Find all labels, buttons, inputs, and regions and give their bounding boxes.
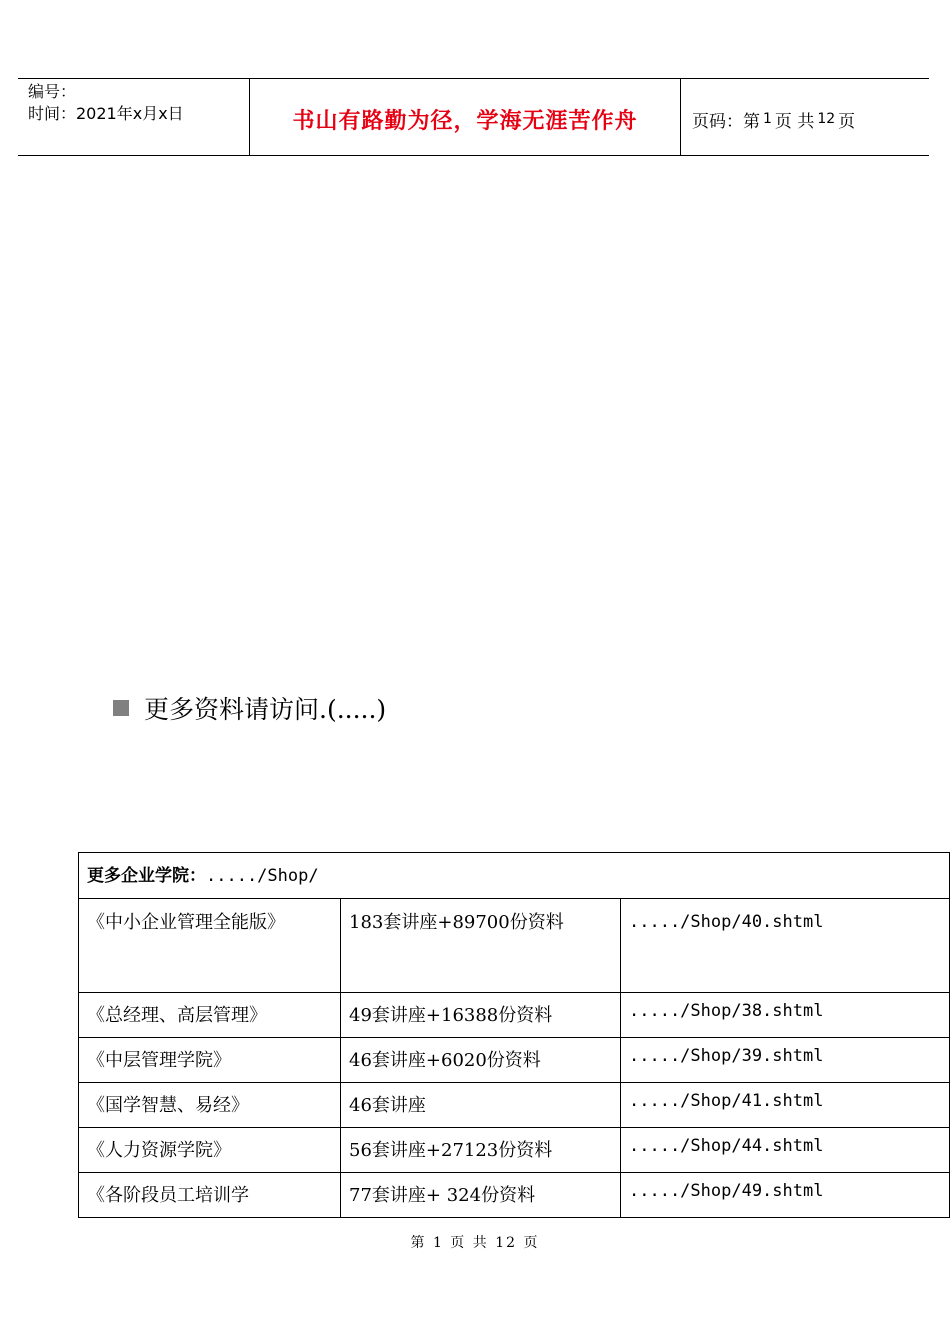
row-desc: 46套讲座 [341,1083,621,1128]
row-desc: 183套讲座+89700份资料 [341,899,621,993]
page-footer: 第 1 页 共 12 页 [410,1235,540,1251]
header-page-info [681,79,929,155]
table-row [79,1173,950,1218]
page-total: 12 [817,111,836,127]
header-meta [18,79,250,155]
table-header-row [79,853,950,899]
header-motto-cell [250,79,681,155]
row-name: 《人力资源学院》 [79,1128,341,1173]
row-url[interactable]: ...../Shop/40.shtml [621,899,950,993]
table-row [79,1083,950,1128]
row-desc: 46套讲座+6020份资料 [341,1038,621,1083]
row-desc: 56套讲座+27123份资料 [341,1128,621,1173]
row-desc: 49套讲座+16388份资料 [341,993,621,1038]
table-row [79,1038,950,1083]
row-url[interactable]: ...../Shop/41.shtml [621,1083,950,1128]
table-header-url[interactable]: ...../Shop/ [206,866,319,886]
row-desc: 77套讲座+ 324份资料 [341,1173,621,1218]
table-row [79,899,950,993]
resource-table [78,852,950,1218]
row-name: 《中小企业管理全能版》 [79,899,341,993]
page-suffix: 页 [838,111,856,132]
table-header-cell [79,853,950,899]
page-mid: 页 共 [774,111,815,132]
document-header [18,78,929,156]
square-bullet-icon [113,700,129,716]
motto: 书山有路勤为径，学海无涯苦作舟 [292,108,638,134]
row-url[interactable]: ...../Shop/49.shtml [621,1173,950,1218]
row-name: 《中层管理学院》 [79,1038,341,1083]
row-name: 《各阶段员工培训学 [79,1173,341,1218]
page-prefix: 页码：第 [692,111,760,132]
bullet-text: 更多资料请访问.(.....) [144,695,387,724]
row-name: 《国学智慧、易经》 [79,1083,341,1128]
date-line: 时间：2021年x月x日 [28,104,184,123]
row-url[interactable]: ...../Shop/38.shtml [621,993,950,1038]
table-row [79,993,950,1038]
row-name: 《总经理、高层管理》 [79,993,341,1038]
row-url[interactable]: ...../Shop/39.shtml [621,1038,950,1083]
table-row [79,1128,950,1173]
page-current: 1 [763,111,772,127]
table-header-label: 更多企业学院： [87,866,206,886]
serial-label: 编号： [28,82,77,101]
row-url[interactable]: ...../Shop/44.shtml [621,1128,950,1173]
bullet-item [113,690,386,726]
